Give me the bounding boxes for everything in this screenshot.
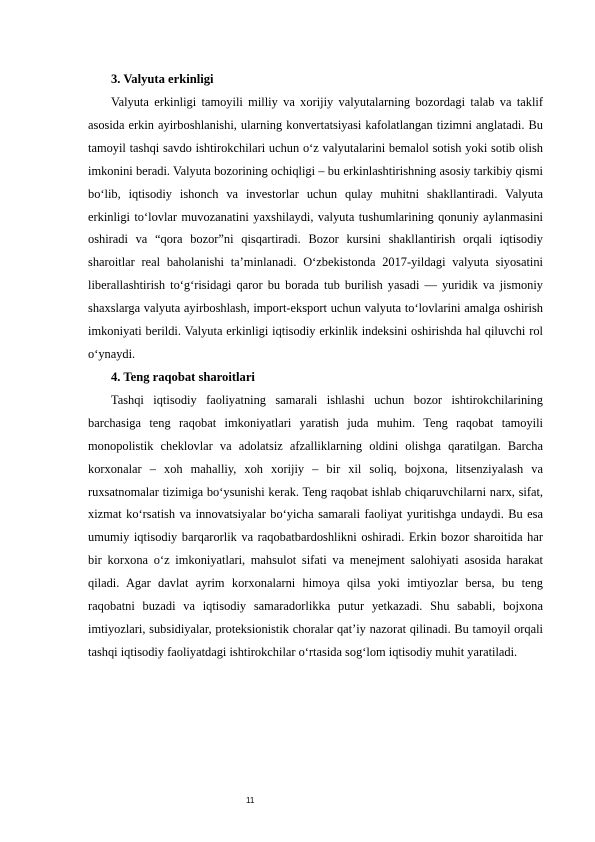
section-heading-teng-raqobat: 4. Teng raqobat sharoitlari bbox=[111, 369, 255, 384]
section-heading-valyuta-erkinligi: 3. Valyuta erkinligi bbox=[111, 72, 214, 86]
section-paragraph-teng-raqobat: Tashqi iqtisodiy faoliyatning samarali ishlashi uchun bozor ishtirokchilarining barchasiga teng raqobat imkoniyatlari yaratish juda muhim. Teng raqobat tamoyili monopolistik cheklovlar va adolatsiz afzalliklarning oldini olishga qaratilgan. Barcha korxonalar – xoh mahalliy, xoh xorijiy – bir xil soliq, bojxona, litsenziyalash va ruxsatnomalar tizimiga bo‘ysunishi kerak. Teng raqobat ishlab chiqaruvchilarni narx, sifat, xizmat ko‘rsatish va innovatsiyalar bo‘yicha samarali faoliyat yuritishga undaydi. Bu esa umumiy iqtisodiy barqarorlik va raqobatbardoshlikni oshiradi. Erkin bozor sharoitida har bir korxona o‘z imkoniyatlari, mahsulot sifati va menejment salohiyati asosida harakat qiladi. Agar davlat ayrim korxonalarni himoya qilsa yoki imtiyozlar bersa, bu teng raqobatni buzadi va iqtisodiy samaradorlikka putur yetkazadi. Shu sababli, bojxona imtiyozlari, subsidiyalar, proteksionistik choralar qat’iy nazorat qilinadi. Bu tamoyil orqali tashqi iqtisodiy faoliyatdagi ishtirokchilar o‘rtasida sog‘lom iqtisodiy muhit yaratiladi. bbox=[88, 392, 543, 659]
page-number: 11 bbox=[246, 796, 255, 805]
section-paragraph-valyuta-erkinligi: Valyuta erkinligi tamoyili milliy va xorijiy valyutalarning bozordagi talab va taklif asosida erkin ayirboshlanishi, ularning konvertatsiyasi kafolatlangan tizimni anglatadi. Bu tamoyil tashqi savdo ishtirokchilari uchun o‘z valyutalarini bemalol sotish yoki sotib olish imkonini beradi. Valyuta bozorining ochiqligi – bu erkinlashtirishning asosiy tarkibiy qismi bo‘lib, iqtisodiy ishonch va investorlar uchun qulay muhitni shakllantiradi. Valyuta erkinligi to‘lovlar muvozanatini yaxshilaydi, valyuta tushumlarining qonuniy aylanmasini oshiradi va “qora bozor”ni qisqartiradi. Bozor kursini shakllantirish orqali iqtisodiy sharoitlar real baholanishi ta’minlanadi. O‘zbekistonda 2017-yildagi valyuta siyosatini liberallashtirish to‘g‘risidagi qaror bu borada tub burilish yasadi — yuridik va jismoniy shaxslarga valyuta ayirboshlash, import-eksport uchun valyuta to‘lovlarini amalga oshirish imkoniyati berildi. Valyuta erkinligi iqtisodiy erkinlik indeksini oshirishda hal qiluvchi rol o‘ynaydi. bbox=[88, 95, 543, 361]
document-page bbox=[88, 68, 543, 664]
